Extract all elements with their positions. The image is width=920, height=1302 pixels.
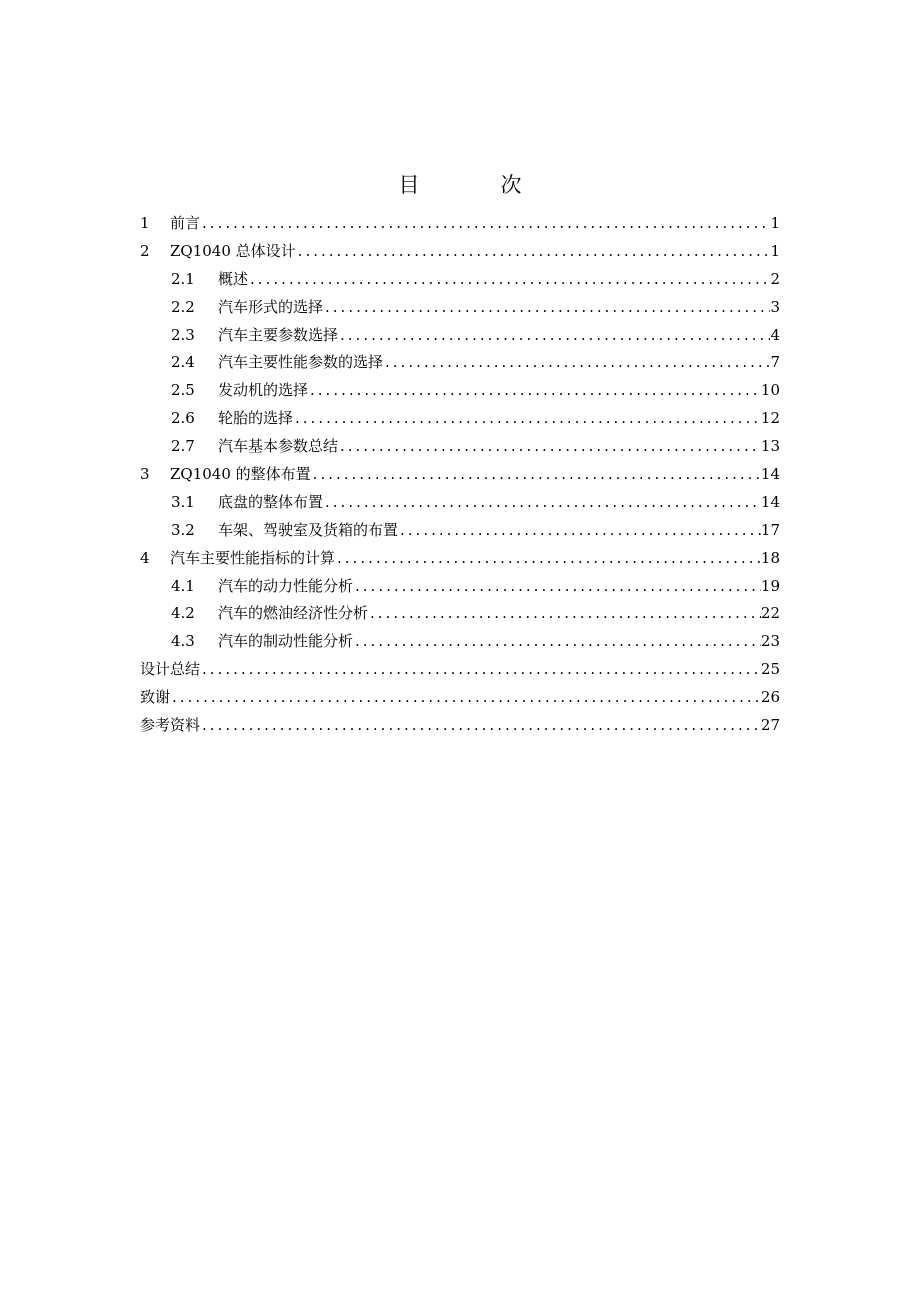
toc-entry-acknowledgements[interactable] [140,684,780,712]
toc-entry-label: 发动机的选择 [218,381,309,400]
toc-entry-page: 13 [760,437,780,456]
toc-entry-label: 车架、驾驶室及货箱的布置 [218,520,399,539]
toc-entry-number: 4.3 [171,632,195,651]
toc-entry-2-5[interactable] [140,377,780,405]
toc-entry-references[interactable] [140,712,780,740]
toc-entry-label: 轮胎的选择 [218,409,294,428]
toc-entry-page: 25 [760,660,780,679]
toc-entry-4-3[interactable] [140,628,780,656]
toc-entry-number: 2.3 [171,325,195,344]
toc-entry-label: 汽车主要性能指标的计算 [170,548,336,567]
toc-entry-page: 23 [760,632,780,651]
toc-entry-number: 1 [140,214,150,232]
toc-entry-number: 3.2 [171,520,195,539]
toc-entry-number: 2.2 [171,297,195,316]
dot-leader [368,600,761,628]
dot-leader [170,684,761,712]
toc-entry-page: 19 [760,576,780,595]
toc-entry-label: 汽车的燃油经济性分析 [218,604,369,623]
toc-entry-label: 概述 [218,269,249,288]
toc-entry-label: 汽车基本参数总结 [218,437,339,456]
toc-entry-number: 2.4 [171,353,195,372]
toc-entry-page: 1 [770,214,780,232]
dot-leader [383,349,770,377]
toc-entry-page: 7 [770,353,780,372]
toc-entry-page: 3 [770,297,780,316]
toc-entry-2-6[interactable] [140,405,780,433]
toc-entry-4-2[interactable] [140,600,780,628]
toc-entry-4-1[interactable] [140,573,780,601]
toc-entry-1-preface[interactable] [140,210,780,238]
toc-entry-page: 14 [760,492,780,511]
toc-entry-design-summary[interactable] [140,656,780,684]
toc-entry-page: 10 [760,381,780,400]
toc-entry-label: 设计总结 [140,660,201,679]
toc-entry-page: 14 [760,465,780,484]
dot-leader [308,377,761,405]
toc-entry-number: 2 [140,241,150,260]
toc-entry-2-1[interactable] [140,266,780,294]
toc-entry-page: 1 [770,241,780,260]
toc-entry-number: 4.2 [171,604,195,623]
dot-leader [323,294,770,322]
dot-leader [335,545,761,573]
toc-entry-2-2[interactable] [140,294,780,322]
dot-leader [338,433,761,461]
toc-entry-number: 3 [140,465,150,484]
dot-leader [200,712,761,740]
dot-leader [293,405,761,433]
dot-leader [311,461,761,489]
dot-leader [296,238,771,266]
toc-entry-4-performance[interactable] [140,545,780,573]
toc-entry-2-4[interactable] [140,349,780,377]
toc-entry-page: 2 [770,269,780,288]
toc-entry-label: 参考资料 [140,716,201,735]
toc-entry-3-2[interactable] [140,517,780,545]
dot-leader [323,489,761,517]
toc-entry-page: 22 [760,604,780,623]
dot-leader [248,266,770,294]
toc-entry-2-overall-design[interactable] [140,238,780,266]
toc-entry-page: 17 [760,520,780,539]
toc-entry-2-7[interactable] [140,433,780,461]
table-of-contents [140,210,780,740]
toc-entry-label: 致谢 [140,688,171,707]
toc-entry-number: 2.1 [171,269,195,288]
toc-entry-page: 4 [770,325,780,344]
dot-leader [338,322,770,350]
toc-entry-number: 2.6 [171,409,195,428]
toc-entry-label: ZQ1040 总体设计 [170,241,296,260]
dot-leader [200,656,761,684]
toc-entry-label: ZQ1040 的整体布置 [170,465,311,484]
toc-entry-number: 2.5 [171,381,195,400]
toc-title: 目 次 [398,173,552,197]
toc-entry-label: 汽车形式的选择 [218,297,324,316]
toc-entry-label: 汽车的制动性能分析 [218,632,354,651]
toc-entry-number: 3.1 [171,492,195,511]
toc-entry-number: 4 [140,548,150,567]
toc-entry-3-1[interactable] [140,489,780,517]
toc-entry-page: 12 [760,409,780,428]
dot-leader [353,573,761,601]
toc-entry-3-layout[interactable] [140,461,780,489]
dot-leader [200,210,770,238]
toc-entry-label: 底盘的整体布置 [218,492,324,511]
toc-entry-number: 2.7 [171,437,195,456]
toc-entry-page: 27 [760,716,780,735]
toc-entry-label: 前言 [170,214,201,232]
dot-leader [353,628,761,656]
toc-entry-number: 4.1 [171,576,195,595]
toc-entry-page: 18 [760,548,780,567]
dot-leader [398,517,761,545]
toc-entry-2-3[interactable] [140,322,780,350]
toc-entry-label: 汽车主要性能参数的选择 [218,353,384,372]
toc-entry-label: 汽车的动力性能分析 [218,576,354,595]
toc-entry-label: 汽车主要参数选择 [218,325,339,344]
toc-entry-page: 26 [760,688,780,707]
